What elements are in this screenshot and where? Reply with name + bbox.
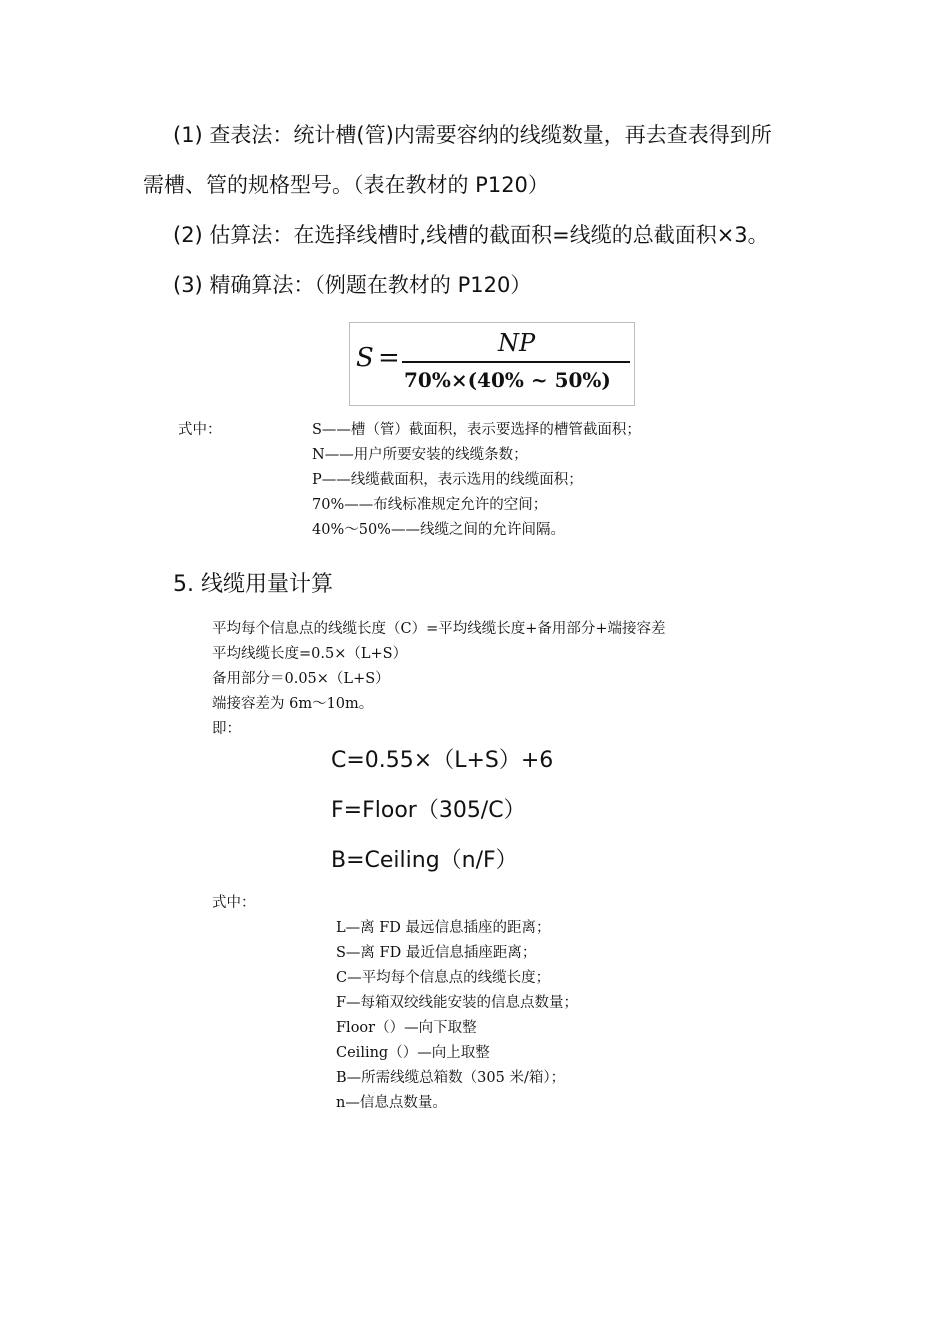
legend-1-line: P——线缆截面积，表示选用的线缆面积；	[312, 472, 583, 488]
legend-2-line: n—信息点数量。	[336, 1095, 447, 1111]
method-3: (3) 精确算法：（例题在教材的 P120）	[173, 273, 532, 297]
formula-lhs: S	[356, 343, 374, 373]
formula-denominator: 70%×(40% ~ 50%)	[404, 368, 611, 392]
legend-2-line: L—离 FD 最远信息插座的距离；	[336, 920, 551, 936]
section-5-line: 平均线缆长度=0.5×（L+S）	[212, 646, 408, 662]
cross-section-formula	[349, 322, 635, 406]
formula-numerator: NP	[498, 329, 536, 357]
legend-2-line: B—所需线缆总箱数（305 米/箱）；	[336, 1070, 566, 1086]
legend-1-line: S——槽（管）截面积，表示要选择的槽管截面积；	[312, 422, 641, 438]
legend-2-line: S—离 FD 最近信息插座距离；	[336, 945, 537, 961]
section-5-line: 平均每个信息点的线缆长度（C）=平均线缆长度+备用部分+端接容差	[212, 621, 666, 637]
formula-equals: =	[378, 343, 400, 373]
legend-2-line: Floor（）—向下取整	[336, 1020, 477, 1036]
formula-f: F=Floor（305/C）	[331, 798, 526, 823]
legend-2-label: 式中：	[212, 895, 256, 911]
legend-2-line: Ceiling（）—向上取整	[336, 1045, 490, 1061]
legend-2-line: C—平均每个信息点的线缆长度；	[336, 970, 551, 986]
section-5-line: 端接容差为 6m～10m。	[212, 696, 374, 712]
method-1-line-1: (1) 查表法：统计槽(管)内需要容纳的线缆数量，再去查表得到所	[173, 123, 772, 147]
legend-2-line: F—每箱双绞线能安装的信息点数量；	[336, 995, 579, 1011]
method-2: (2) 估算法：在选择线槽时,线槽的截面积=线缆的总截面积×3。	[173, 223, 769, 247]
section-5-line: 即：	[212, 721, 241, 737]
fraction-bar	[402, 361, 630, 363]
formula-b: B=Ceiling（n/F）	[331, 848, 518, 873]
legend-1-line: 40%～50%——线缆之间的允许间隔。	[312, 522, 565, 538]
legend-1-line: N——用户所要安装的线缆条数；	[312, 447, 528, 463]
legend-1-label: 式中：	[178, 422, 222, 438]
legend-1-line: 70%——布线标准规定允许的空间；	[312, 497, 548, 513]
method-1-line-2: 需槽、管的规格型号。（表在教材的 P120）	[143, 173, 549, 197]
section-5-title: 5. 线缆用量计算	[173, 572, 333, 597]
formula-c: C=0.55×（L+S）+6	[331, 748, 554, 773]
section-5-line: 备用部分＝0.05×（L+S）	[212, 671, 390, 687]
